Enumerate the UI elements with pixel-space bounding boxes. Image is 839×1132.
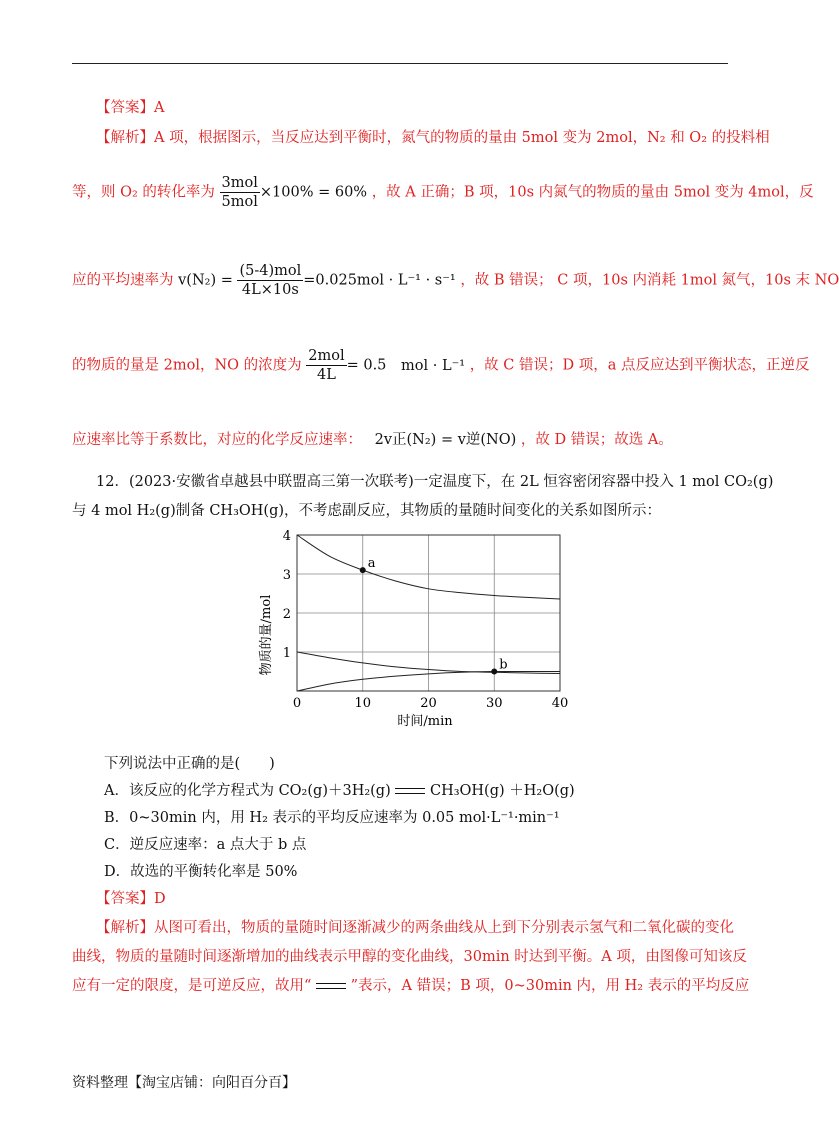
analysis-line-4 xyxy=(72,347,810,384)
answer-label-1: 【答案】A xyxy=(96,100,165,116)
rate-denominator: 4L×10s xyxy=(241,282,299,299)
fraction-numerator: 3mol xyxy=(220,174,260,193)
rate-rhs: =0.025mol · L⁻¹ · s⁻¹ xyxy=(303,272,456,289)
option-a[interactable] xyxy=(104,779,575,800)
chart-ticks xyxy=(283,529,569,711)
point-label-a: a xyxy=(367,556,376,572)
question-12-line-1: 12．(2023·安徽省卓越县中联盟高三第一次联考)一定温度下，在 2L 恒容密闭容器中投入 1 mol CO₂(g) xyxy=(96,474,774,490)
no-denominator: 4L xyxy=(316,367,336,384)
footer-source: 资料整理【淘宝店铺：向阳百分百】 xyxy=(72,1075,296,1091)
analysis-line-1: 【解析】A 项，根据图示，当反应达到平衡时，氮气的物质的量由 5mol 变为 2mol，N₂ 和 O₂ 的投料相 xyxy=(96,130,770,146)
question-prompt: 下列说法中正确的是( ) xyxy=(104,756,275,772)
y-tick-label: 1 xyxy=(282,646,291,661)
analysis2-line-3 xyxy=(72,974,749,995)
header-rule xyxy=(72,63,728,64)
chart-grid xyxy=(297,535,560,691)
option-d[interactable]: D．故选的平衡转化率是 50% xyxy=(104,864,298,880)
analysis-line-3 xyxy=(72,262,839,299)
option-c[interactable]: C．逆反应速率：a 点大于 b 点 xyxy=(104,837,307,853)
amount-vs-time-chart xyxy=(250,525,580,730)
point-b xyxy=(491,669,497,675)
question-12-line-2: 与 4 mol H₂(g)制备 CH₃OH(g)，不考虑副反应，其物质的量随时间变化的关系如图所示： xyxy=(72,503,662,519)
rate-fraction xyxy=(237,262,303,299)
analysis-line-5 xyxy=(72,428,673,449)
rate-equation: 2v正(N₂) = v逆(NO) xyxy=(374,432,517,448)
option-b[interactable]: B．0~30min 内，用 H₂ 表示的平均反应速率为 0.05 mol·L⁻¹·min⁻¹ xyxy=(104,810,560,826)
reversible-arrow-icon xyxy=(316,981,346,991)
analysis-line-2-pre: 等，则 O₂ 的转化率为 xyxy=(72,184,215,201)
no-concentration-value: = 0.5 xyxy=(346,357,387,374)
answer-label-2: 【答案】D xyxy=(96,891,166,907)
x-tick-label: 20 xyxy=(420,696,437,711)
x-tick-label: 30 xyxy=(485,696,503,711)
no-concentration-unit: mol · L⁻¹ xyxy=(401,357,466,374)
reversible-arrow-icon xyxy=(395,786,425,796)
analysis-line-5-pre: 应速率比等于系数比，对应的化学反应速率： xyxy=(72,432,362,448)
analysis-line-3-pre: 应的平均速率为 xyxy=(72,272,174,289)
point-label-b: b xyxy=(499,657,508,673)
analysis2-line-2: 曲线，物质的量随时间逐渐增加的曲线表示甲醇的变化曲线，30min 时达到平衡。A 项，由图像可知该反 xyxy=(72,949,747,965)
no-numerator: 2mol xyxy=(306,347,346,366)
option-a-pre: A．该反应的化学方程式为 CO₂(g)＋3H₂(g) xyxy=(104,783,391,799)
analysis-line-4-post: ，故 C 错误；D 项，a 点反应达到平衡状态，正逆反 xyxy=(469,357,810,374)
o2-conversion-result: ×100% = 60% xyxy=(259,184,368,201)
y-tick-label: 2 xyxy=(282,607,291,622)
x-tick-label: 10 xyxy=(354,696,372,711)
no-concentration-fraction xyxy=(306,347,346,384)
option-a-post: CH₃OH(g) ＋H₂O(g) xyxy=(429,783,575,799)
x-axis-label: 时间/min xyxy=(397,714,453,729)
analysis-line-5-post: ，故 D 错误；故选 A。 xyxy=(520,432,673,448)
analysis2-line-1: 【解析】从图可看出，物质的量随时间逐渐减少的两条曲线从上到下分别表示氢气和二氧化碳的变化 xyxy=(96,920,734,936)
y-axis-label: 物质的量/mol xyxy=(259,594,274,676)
y-tick-label: 3 xyxy=(282,568,291,583)
point-a xyxy=(360,567,366,573)
analysis-line-2-post: ，故 A 正确；B 项，10s 内氮气的物质的量由 5mol 变为 4mol，反 xyxy=(371,184,814,201)
analysis-line-3-post: ，故 B 错误； C 项，10s 内消耗 1mol 氮气，10s 末 NO xyxy=(460,272,839,289)
analysis-line-2 xyxy=(72,174,814,211)
analysis-line-4-pre: 的物质的量是 2mol，NO 的浓度为 xyxy=(72,357,302,374)
x-tick-label: 40 xyxy=(551,696,569,711)
o2-conversion-fraction xyxy=(220,174,260,211)
y-tick-label: 4 xyxy=(282,529,291,544)
analysis2-line-3-post: ”表示，A 错误；B 项，0~30min 内，用 H₂ 表示的平均反应 xyxy=(350,978,750,994)
x-tick-label: 0 xyxy=(292,696,302,711)
rate-lhs: v(N₂) = xyxy=(178,272,233,289)
rate-numerator: (5-4)mol xyxy=(237,262,303,281)
fraction-denominator: 5mol xyxy=(221,194,258,211)
analysis2-line-3-pre: 应有一定的限度，是可逆反应，故用“ xyxy=(72,978,312,994)
